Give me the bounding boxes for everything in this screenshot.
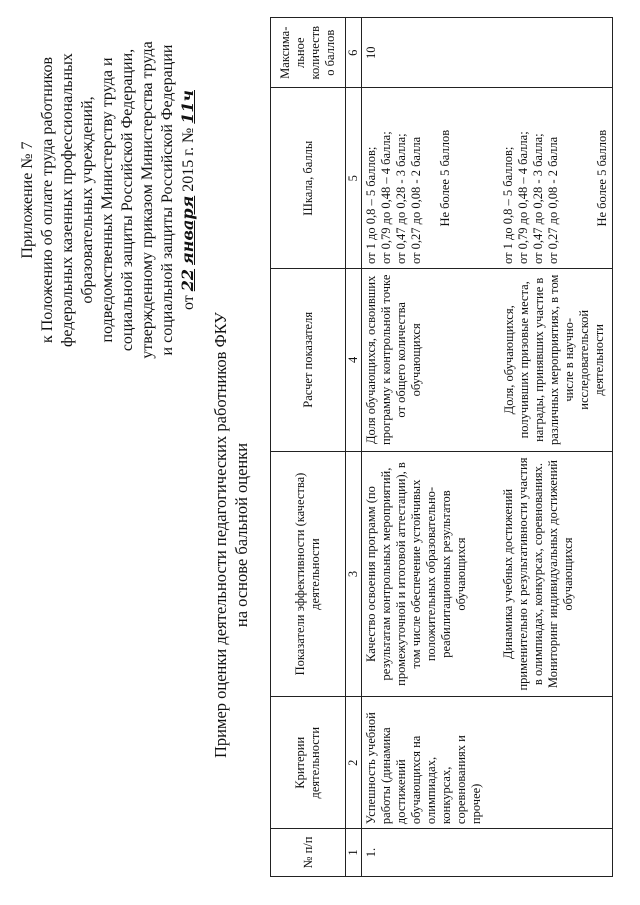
date-day-handwritten: 22 [178,268,197,292]
appendix-line: к Положению об оплате труда работников [39,56,56,344]
header-calculation: Расчет показателя [271,269,346,452]
appendix-title: Приложение № 7 [19,141,36,259]
header-number: № п/п [271,829,346,877]
appendix-line: и социальной защиты Российской Федерации [159,44,176,356]
scale-1-note: Не более 5 баллов [438,129,452,227]
document-title [210,195,252,875]
max-points-cell: 10 [362,18,613,88]
appendix-line: образовательных учреждений, [79,96,96,304]
date-prefix: от [180,295,197,310]
header-max-points: Максима-льное количеств о баллов [271,18,346,88]
header-scale: Шкала, баллы [271,88,346,269]
appendix-line: федеральных казенных профессиональных [59,53,76,347]
appendix-line: социальной защиты Российской Федерации, [119,48,136,352]
calculation-1: Доля обучающихся, освоивших программу к контрольной точке от общего количества обучающихся [364,274,423,445]
scale-2-line: от 0,47 до 0,28 - 3 балла; [531,133,545,264]
scale-1-line: от 1 до 0,8 – 5 баллов; [364,146,378,264]
header-criteria: Критерии деятельности [271,697,346,829]
column-number: 5 [346,88,362,269]
table-row [362,18,613,877]
appendix-line: подведомственных Министерству труда и [99,57,116,343]
scale-1-line: от 0,27 до 0,08 - 2 балла [409,136,423,264]
scale-2-note: Не более 5 баллов [595,129,609,227]
document-title-line-2: на основе бальной оценки [232,442,251,628]
appendix-line: утвержденному приказом Министерства труда [139,41,156,359]
scale-2-line: от 0,27 до 0,08 - 2 балла [546,136,560,264]
date-month-handwritten: января [178,195,197,265]
scale-1-line: от 0,47 до 0,28 - 3 балла; [394,133,408,264]
column-number: 6 [346,18,362,88]
appendix-header [18,15,199,385]
criterion-cell: Успешность учебной работы (динамика достижений обучающихся на олимпиадах, конкурсах, соревнованиях и прочее) [362,697,613,829]
column-number: 1 [346,829,362,877]
evaluation-table [270,17,613,877]
calculation-2: Доля, обучающихся, получивших призовые места, награды, принявших участие в различных мероприятиях, в том числе в научно-исследовательской деятельности [502,274,606,446]
column-number: 4 [346,269,362,452]
scale-2-line: от 1 до 0,8 – 5 баллов; [501,146,515,264]
table-header-row [271,18,346,877]
order-number-handwritten: 11ч [178,90,197,124]
scale-2 [501,92,561,264]
indicator-1: Качество освоения программ (по результатам контрольных мероприятий, промежуточной и итоговой аттестации), в том числе обеспечение устойчивых положительных образовательно-реабилитационных результатов обучающихся [364,462,468,686]
appendix-date-line [178,15,199,385]
header-indicators: Показатели эффективности (качества) деятельности [271,451,346,697]
scale-2-line: от 0,79 до 0,48 – 4 балла; [516,131,530,264]
indicator-cell [362,451,613,697]
column-number: 2 [346,697,362,829]
indicator-2: Динамика учебных достижений применительно к результативности участия в олимпиадах, конкурсах, соревнованиях. Мониторинг индивидуальных достижений обучающихся [501,457,575,691]
scale-1 [364,92,424,264]
column-number: 3 [346,451,362,697]
scale-cell [362,88,613,269]
row-number: 1. [362,829,613,877]
calculation-cell [362,269,613,452]
document-title-line-1: Пример оценки деятельности педагогических работников ФКУ [211,312,230,758]
column-number-row [346,18,362,877]
scale-1-line: от 0,79 до 0,48 – 4 балла; [379,131,393,264]
date-year: 2015 г. № [180,127,197,192]
